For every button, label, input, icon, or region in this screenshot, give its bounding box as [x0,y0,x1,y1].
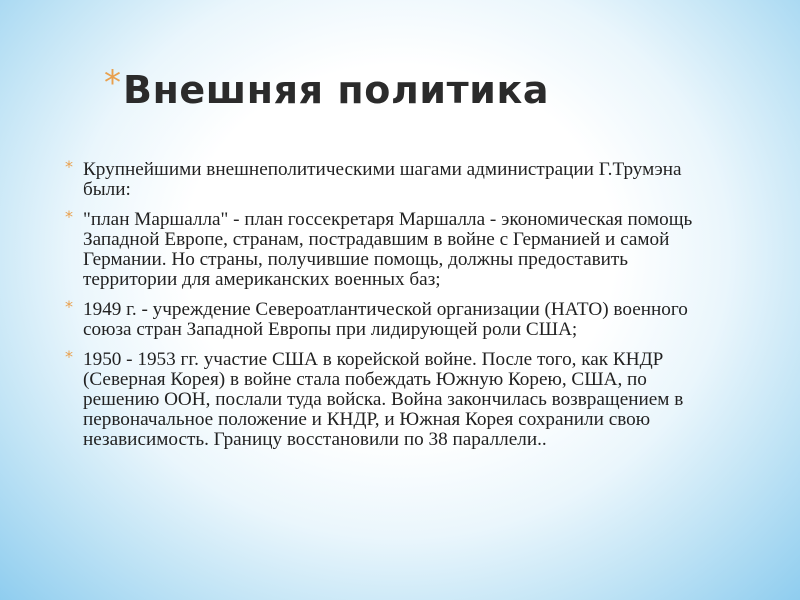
bullet-item [64,157,724,200]
asterisk-bullet-icon: * [65,347,73,366]
slide-body [64,157,724,460]
asterisk-bullet-icon: * [65,207,73,226]
slide-title: Внешняя политика [123,68,550,112]
asterisk-bullet-icon: * [65,297,73,316]
bullet-item [64,297,724,340]
asterisk-bullet-icon: * [104,63,121,103]
bullet-item [64,347,724,450]
bullet-text: 1950 - 1953 гг. участие США в корейской войне. После того, как КНДР (Северная Корея) в войне стала побеждать Южную Корею, США, по решению ООН, послали туда войска. Война закончилась возвращением в первоначальное положение и КНДР, и Южная Корея сохранили свою независимость. Границу восстановили по 38 параллели.. [83,349,684,450]
bullet-text: "план Маршалла" - план госсекретаря Маршалла - экономическая помощь Западной Европе, странам, пострадавшим в войне с Германией и самой Германии. Но страны, получившие помощь, должны предоставить территории для американских военных баз; [83,209,693,290]
bullet-text: 1949 г. - учреждение Североатлантической организации (НАТО) военного союза стран Западной Европы при лидирующей роли США; [83,299,688,340]
bullet-text: Крупнейшими внешнеполитическими шагами администрации Г.Трумэна были: [83,159,682,200]
slide-title-row [104,60,549,130]
asterisk-bullet-icon: * [65,157,73,176]
bullet-item [64,207,724,290]
